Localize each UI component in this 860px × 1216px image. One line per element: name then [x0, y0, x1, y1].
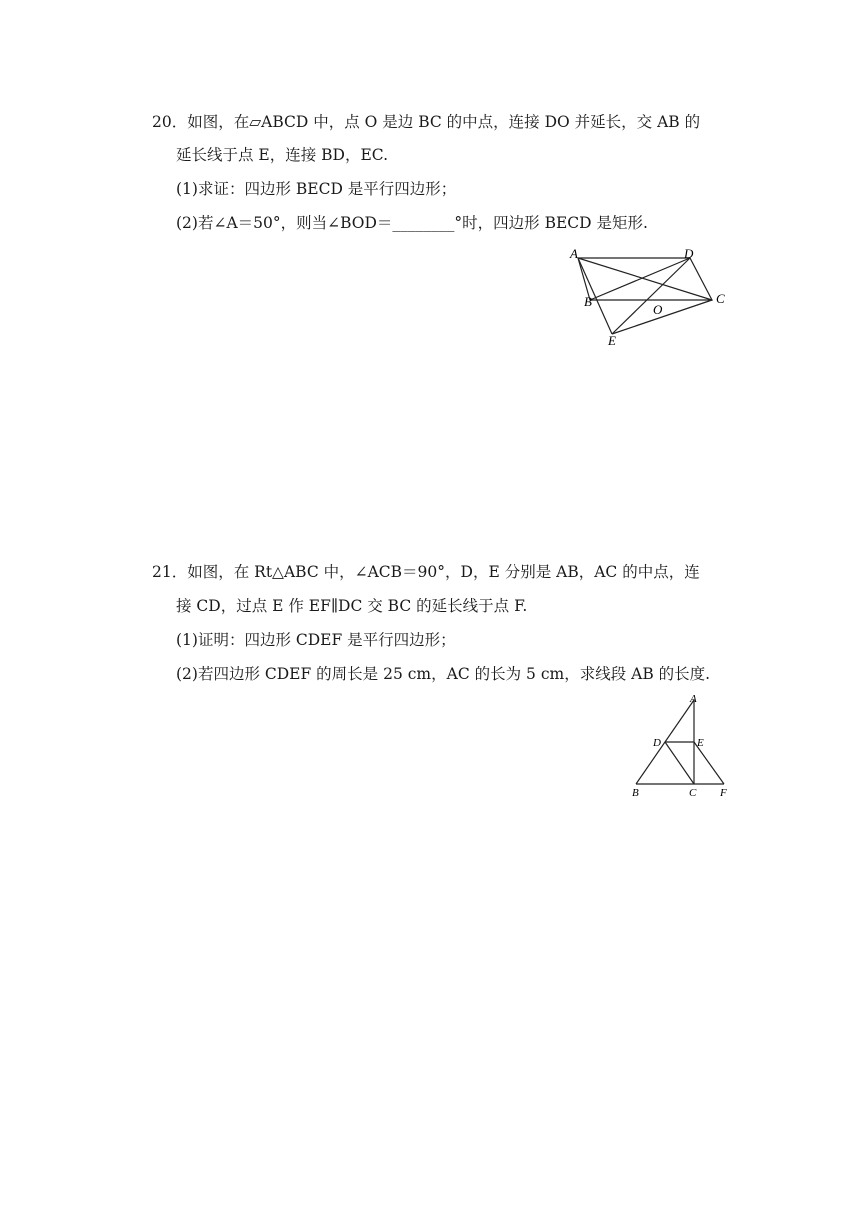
problem-21-line-1: 21．如图，在 Rt△ABC 中，∠ACB＝90°，D，E 分别是 AB，AC 的中点，连 [152, 563, 700, 581]
problem-21-figure [626, 692, 736, 802]
problem-21-part-2: (2)若四边形 CDEF 的周长是 25 cm，AC 的长为 5 cm，求线段 AB 的长度. [176, 665, 711, 683]
problem-20-part-1: (1)求证：四边形 BECD 是平行四边形； [176, 180, 457, 198]
label-e: E [697, 737, 704, 749]
label-o: O [653, 302, 663, 317]
label-c: C [689, 787, 697, 799]
problem-20-line-1: 20．如图，在▱ABCD 中，点 O 是边 BC 的中点，连接 DO 并延长，交 AB 的 [152, 113, 701, 131]
problem-20-figure [560, 244, 735, 352]
label-f: F [720, 787, 727, 799]
label-a: A [570, 246, 578, 261]
segment-ac [578, 258, 712, 300]
problem-20-line-2: 延长线于点 E，连接 BD，EC. [176, 146, 389, 164]
label-b: B [584, 294, 592, 309]
label-e: E [608, 333, 616, 348]
segment-de [612, 258, 690, 334]
segment-dc [665, 742, 694, 784]
segment-bd [590, 258, 690, 300]
problem-20-part-2: (2)若∠A＝50°，则当∠BOD＝________°时，四边形 BECD 是矩形. [176, 214, 648, 232]
problem-21-line-2: 接 CD，过点 E 作 EF∥DC 交 BC 的延长线于点 F. [176, 597, 528, 615]
problem-21-part-1: (1)证明：四边形 CDEF 是平行四边形； [176, 631, 456, 649]
label-d: D [684, 246, 694, 261]
label-b: B [632, 787, 639, 799]
label-a: A [690, 693, 697, 705]
label-c: C [716, 291, 725, 306]
label-d: D [653, 737, 661, 749]
